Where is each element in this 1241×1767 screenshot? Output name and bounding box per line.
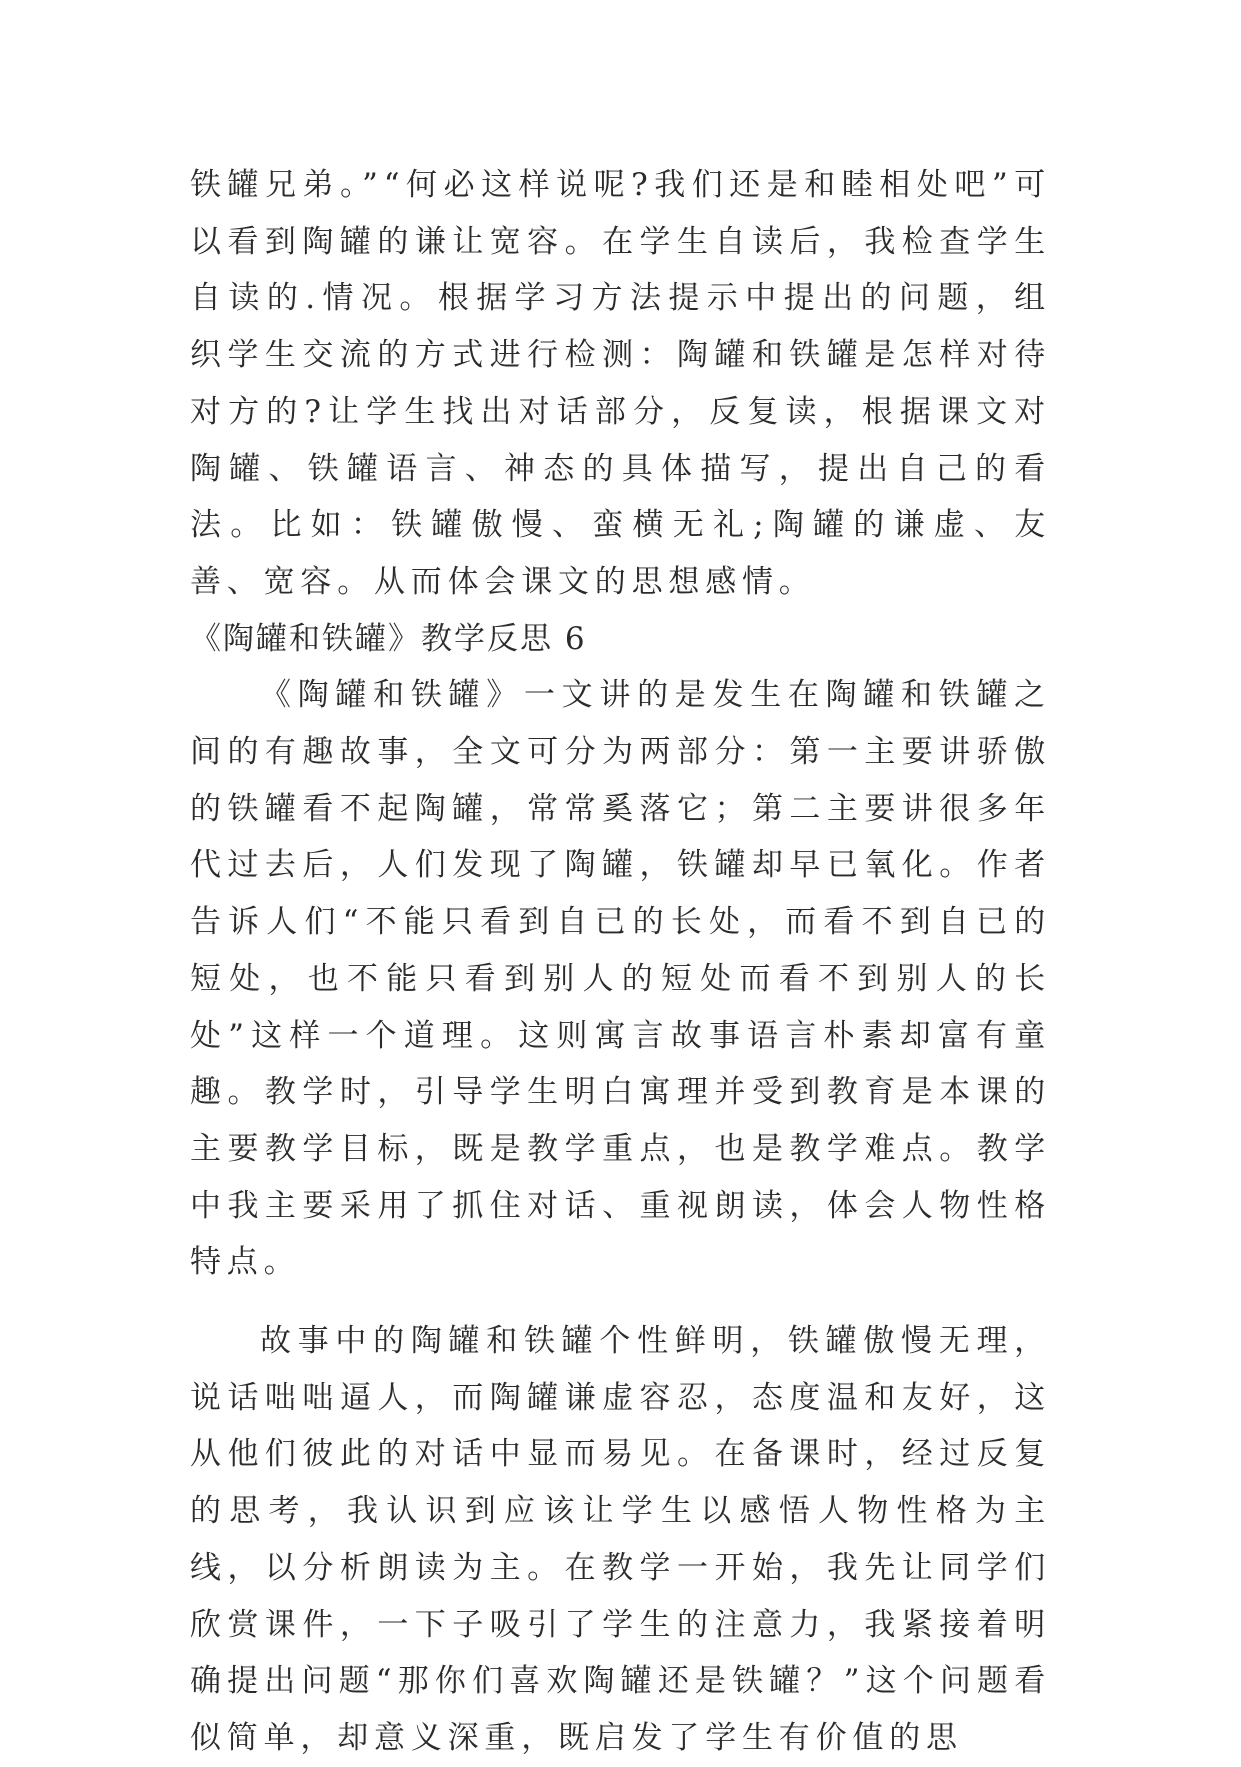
document-page [190, 157, 1051, 1767]
paragraph-intro: 《陶罐和铁罐》一文讲的是发生在陶罐和铁罐之间的有趣故事，全文可分为两部分：第一主要讲骄傲的铁罐看不起陶罐，常常奚落它；第二主要讲很多年代过去后，人们发现了陶罐，铁罐却早已氧化。作者告诉人们“不能只看到自已的长处，而看不到自已的短处，也不能只看到别人的短处而看不到别人的长处”这样一个道理。这则寓言故事语言朴素却富有童趣。教学时，引导学生明白寓理并受到教育是本课的主要教学目标，既是教学重点，也是教学难点。教学中我主要采用了抓住对话、重视朗读，体会人物性格特点。 [190, 677, 1051, 1281]
section-heading: 《陶罐和铁罐》教学反思 6 [190, 620, 587, 657]
paragraph-continued: 铁罐兄弟。”“何必这样说呢?我们还是和睦相处吧”可以看到陶罐的谦让宽容。在学生自读后，我检查学生自读的.情况。根据学习方法提示中提出的问题，组织学生交流的方式进行检测：陶罐和铁罐是怎样对待对方的?让学生找出对话部分，反复读，根据课文对陶罐、铁罐语言、神态的具体描写，提出自己的看法。比如：铁罐傲慢、蛮横无礼;陶罐的谦虚、友善、宽容。从而体会课文的思想感情。 [190, 167, 1051, 600]
paragraph-analysis: 故事中的陶罐和铁罐个性鲜明，铁罐傲慢无理，说话咄咄逼人，而陶罐谦虚容忍，态度温和友好，这从他们彼此的对话中显而易见。在备课时，经过反复的思考，我认识到应该让学生以感悟人物性格为主线，以分析朗读为主。在教学一开始，我先让同学们欣赏课件，一下子吸引了学生的注意力，我紧接着明确提出问题“那你们喜欢陶罐还是铁罐？”这个问题看似简单，却意义深重，既启发了学生有价值的思 [190, 1323, 1051, 1756]
